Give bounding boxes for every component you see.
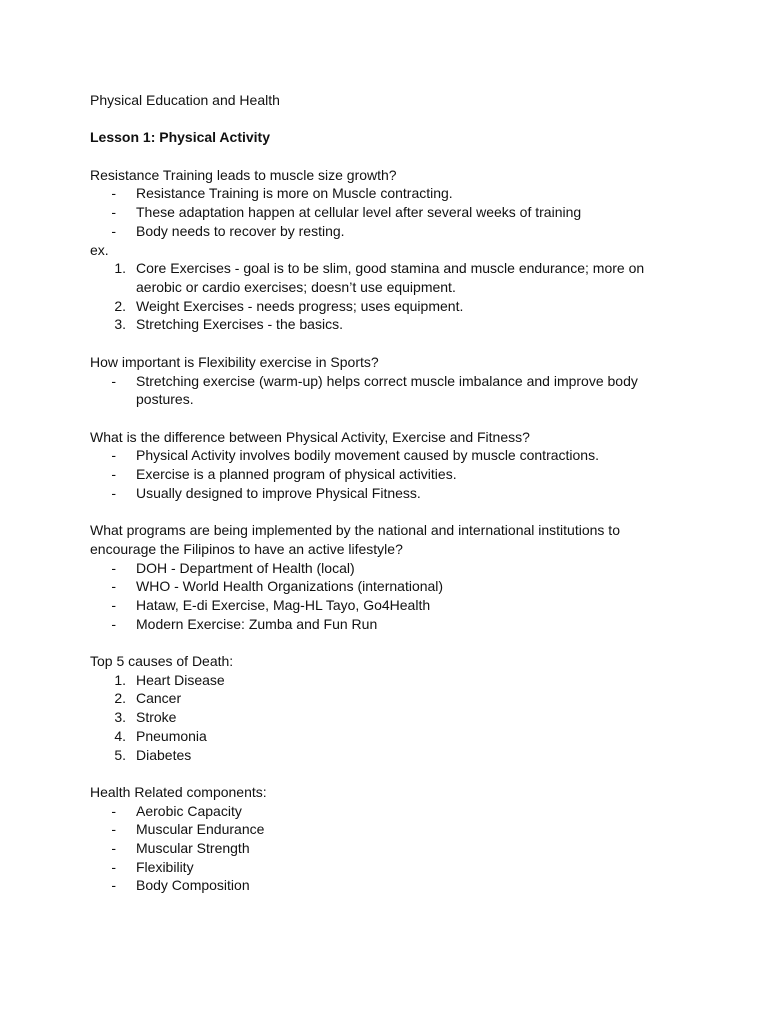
list-item-text: Modern Exercise: Zumba and Fun Run xyxy=(136,615,378,632)
dash-marker: - xyxy=(111,877,116,894)
dash-marker: - xyxy=(111,578,116,595)
number-marker: 4. xyxy=(114,727,126,744)
list-item-text: These adaptation happen at cellular level after several weeks of training xyxy=(136,204,582,221)
number-marker: 3. xyxy=(114,709,126,726)
list-item-text: Usually designed to improve Physical Fitness. xyxy=(136,484,421,501)
spacer xyxy=(90,147,650,166)
spacer xyxy=(90,110,650,129)
bullet-list-components xyxy=(90,802,650,896)
spacer xyxy=(90,764,650,783)
dash-marker: - xyxy=(111,858,116,875)
list-item xyxy=(90,839,650,858)
list-item-text: Stroke xyxy=(136,709,177,726)
document-content xyxy=(90,91,650,895)
list-item xyxy=(90,708,650,727)
dash-marker: - xyxy=(111,185,116,202)
dash-marker: - xyxy=(111,222,116,239)
number-marker: 1. xyxy=(114,671,126,688)
list-item xyxy=(90,315,650,334)
list-item xyxy=(90,802,650,821)
list-item xyxy=(90,259,650,296)
list-item xyxy=(90,577,650,596)
list-item xyxy=(90,465,650,484)
list-item-text: Muscular Endurance xyxy=(136,821,265,838)
list-item xyxy=(90,596,650,615)
list-item xyxy=(90,372,650,409)
list-item-text: Exercise is a planned program of physical activities. xyxy=(136,466,457,482)
list-item xyxy=(90,446,650,465)
list-item xyxy=(90,559,650,578)
example-label: ex. xyxy=(90,241,109,258)
list-item-text: Heart Disease xyxy=(136,671,225,688)
list-item xyxy=(90,484,650,503)
spacer xyxy=(90,334,650,353)
list-item xyxy=(90,297,650,316)
question-resistance: Resistance Training leads to muscle size growth? xyxy=(90,166,397,183)
list-item xyxy=(90,746,650,765)
dash-marker: - xyxy=(111,466,116,482)
list-item-text: DOH - Department of Health (local) xyxy=(136,559,355,576)
numbered-list-examples xyxy=(90,259,650,334)
dash-marker: - xyxy=(111,840,116,857)
spacer xyxy=(90,502,650,521)
bullet-list-programs xyxy=(90,559,650,634)
dash-marker: - xyxy=(111,204,116,221)
lesson-title: Lesson 1: Physical Activity xyxy=(90,129,270,146)
list-item-text: Cancer xyxy=(136,690,182,707)
list-item-text: Stretching exercise (warm-up) helps correct muscle imbalance and improve body postures. xyxy=(136,372,638,408)
number-marker: 2. xyxy=(114,297,126,314)
dash-marker: - xyxy=(111,802,116,819)
bullet-list-flexibility xyxy=(90,372,650,409)
dash-marker: - xyxy=(111,615,116,632)
spacer xyxy=(90,633,650,652)
list-item-text: Physical Activity involves bodily movement caused by muscle contractions. xyxy=(136,447,599,464)
number-marker: 3. xyxy=(114,316,126,333)
list-item xyxy=(90,876,650,895)
dash-marker: - xyxy=(111,484,116,501)
list-item xyxy=(90,184,650,203)
list-item-text: Pneumonia xyxy=(136,727,207,744)
list-item xyxy=(90,689,650,708)
dash-marker: - xyxy=(111,447,116,464)
number-marker: 1. xyxy=(114,260,126,277)
list-item-text: Stretching Exercises - the basics. xyxy=(136,316,343,333)
list-item-text: Muscular Strength xyxy=(136,840,250,857)
list-item xyxy=(90,727,650,746)
list-item xyxy=(90,615,650,634)
question-flexibility: How important is Flexibility exercise in Sports? xyxy=(90,353,379,370)
list-item-text: Aerobic Capacity xyxy=(136,802,242,819)
bullet-list-resistance xyxy=(90,184,650,240)
list-item xyxy=(90,203,650,222)
question-components: Health Related components: xyxy=(90,783,267,800)
list-item-text: Core Exercises - goal is to be slim, good stamina and muscle endurance; more on aerobic or cardio exercises; doesn’t use equipment. xyxy=(136,260,645,295)
document-heading: Physical Education and Health xyxy=(90,92,280,108)
question-programs: What programs are being implemented by the national and international institutions to encourage the Filipinos to have an active lifestyle? xyxy=(90,522,620,557)
list-item-text: Resistance Training is more on Muscle contracting. xyxy=(136,185,453,202)
list-item-text: Weight Exercises - needs progress; uses equipment. xyxy=(136,297,464,314)
spacer xyxy=(90,409,650,428)
dash-marker: - xyxy=(111,596,116,613)
list-item xyxy=(90,671,650,690)
list-item xyxy=(90,820,650,839)
number-marker: 5. xyxy=(114,746,126,763)
list-item-text: Diabetes xyxy=(136,746,192,763)
list-item xyxy=(90,222,650,241)
dash-marker: - xyxy=(111,372,116,389)
list-item-text: Hataw, E-di Exercise, Mag-HL Tayo, Go4Health xyxy=(136,596,431,613)
dash-marker: - xyxy=(111,559,116,576)
question-difference: What is the difference between Physical Activity, Exercise and Fitness? xyxy=(90,428,530,445)
dash-marker: - xyxy=(111,821,116,838)
question-causes: Top 5 causes of Death: xyxy=(90,653,234,669)
bullet-list-difference xyxy=(90,446,650,502)
numbered-list-causes xyxy=(90,671,650,765)
list-item-text: Body Composition xyxy=(136,877,250,894)
number-marker: 2. xyxy=(114,690,126,707)
list-item-text: Flexibility xyxy=(136,858,194,875)
list-item-text: WHO - World Health Organizations (international) xyxy=(136,578,444,595)
list-item xyxy=(90,858,650,877)
list-item-text: Body needs to recover by resting. xyxy=(136,222,345,239)
